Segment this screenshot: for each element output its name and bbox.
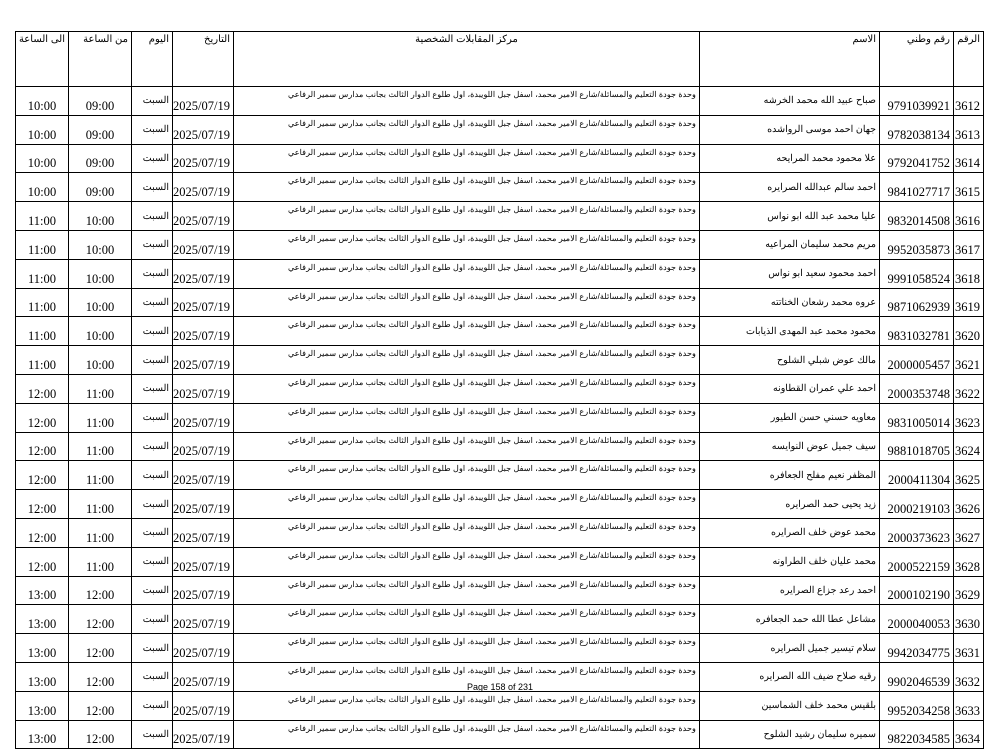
cell-name: احمد سالم عبدالله الصرايره <box>700 173 880 202</box>
cell-from: 09:00 <box>69 173 132 202</box>
cell-name: سلام تيسير جميل الصرايره <box>700 634 880 663</box>
cell-national-id: 9822034585 <box>880 720 954 749</box>
table-row <box>16 259 984 288</box>
cell-day: السبت <box>132 576 173 605</box>
cell-to: 13:00 <box>16 605 69 634</box>
cell-from: 11:00 <box>69 547 132 576</box>
table-row <box>16 720 984 749</box>
cell-from: 10:00 <box>69 202 132 231</box>
cell-center: وحدة جودة التعليم والمسائلة/شارع الامير محمد، اسفل جبل اللويبدة، اول طلوع الدوار الثالث بجانب مدارس سمير الرفاعي <box>234 230 700 259</box>
cell-national-id: 9791039921 <box>880 87 954 116</box>
table-row <box>16 173 984 202</box>
cell-from: 12:00 <box>69 605 132 634</box>
cell-no: 3632 <box>954 662 984 691</box>
cell-date: 2025/07/19 <box>173 115 234 144</box>
cell-day: السبت <box>132 374 173 403</box>
cell-center: وحدة جودة التعليم والمسائلة/شارع الامير محمد، اسفل جبل اللويبدة، اول طلوع الدوار الثالث بجانب مدارس سمير الرفاعي <box>234 662 700 691</box>
cell-to: 12:00 <box>16 547 69 576</box>
cell-from: 11:00 <box>69 403 132 432</box>
cell-from: 11:00 <box>69 461 132 490</box>
cell-name: مريم محمد سليمان المراعيه <box>700 230 880 259</box>
cell-day: السبت <box>132 518 173 547</box>
cell-center: وحدة جودة التعليم والمسائلة/شارع الامير محمد، اسفل جبل اللويبدة، اول طلوع الدوار الثالث بجانب مدارس سمير الرفاعي <box>234 634 700 663</box>
cell-to: 10:00 <box>16 173 69 202</box>
cell-from: 10:00 <box>69 317 132 346</box>
cell-national-id: 9831005014 <box>880 403 954 432</box>
cell-to: 13:00 <box>16 634 69 663</box>
cell-name: علا محمود محمد المرايحه <box>700 144 880 173</box>
cell-from: 09:00 <box>69 87 132 116</box>
table-row <box>16 634 984 663</box>
cell-date: 2025/07/19 <box>173 288 234 317</box>
cell-no: 3622 <box>954 374 984 403</box>
cell-to: 12:00 <box>16 374 69 403</box>
cell-no: 3623 <box>954 403 984 432</box>
cell-day: السبت <box>132 662 173 691</box>
cell-national-id: 2000219103 <box>880 490 954 519</box>
cell-center: وحدة جودة التعليم والمسائلة/شارع الامير محمد، اسفل جبل اللويبدة، اول طلوع الدوار الثالث بجانب مدارس سمير الرفاعي <box>234 144 700 173</box>
cell-date: 2025/07/19 <box>173 576 234 605</box>
cell-national-id: 2000102190 <box>880 576 954 605</box>
cell-to: 11:00 <box>16 346 69 375</box>
cell-date: 2025/07/19 <box>173 230 234 259</box>
cell-name: محمد عوض خلف الصرايره <box>700 518 880 547</box>
cell-center: وحدة جودة التعليم والمسائلة/شارع الامير محمد، اسفل جبل اللويبدة، اول طلوع الدوار الثالث بجانب مدارس سمير الرفاعي <box>234 461 700 490</box>
cell-national-id: 9881018705 <box>880 432 954 461</box>
cell-to: 11:00 <box>16 259 69 288</box>
cell-no: 3621 <box>954 346 984 375</box>
cell-national-id: 2000522159 <box>880 547 954 576</box>
cell-name: احمد رعد جزاع الصرايره <box>700 576 880 605</box>
cell-from: 11:00 <box>69 374 132 403</box>
cell-no: 3616 <box>954 202 984 231</box>
cell-day: السبت <box>132 144 173 173</box>
cell-national-id: 9991058524 <box>880 259 954 288</box>
cell-to: 10:00 <box>16 115 69 144</box>
cell-center: وحدة جودة التعليم والمسائلة/شارع الامير محمد، اسفل جبل اللويبدة، اول طلوع الدوار الثالث بجانب مدارس سمير الرفاعي <box>234 403 700 432</box>
cell-no: 3625 <box>954 461 984 490</box>
cell-day: السبت <box>132 87 173 116</box>
cell-date: 2025/07/19 <box>173 547 234 576</box>
cell-from: 12:00 <box>69 720 132 749</box>
interview-schedule-sheet <box>16 31 984 749</box>
cell-to: 12:00 <box>16 432 69 461</box>
cell-name: احمد محمود سعيد ابو نواس <box>700 259 880 288</box>
cell-date: 2025/07/19 <box>173 202 234 231</box>
cell-from: 11:00 <box>69 432 132 461</box>
cell-national-id: 2000411304 <box>880 461 954 490</box>
cell-no: 3613 <box>954 115 984 144</box>
cell-to: 12:00 <box>16 518 69 547</box>
cell-center: وحدة جودة التعليم والمسائلة/شارع الامير محمد، اسفل جبل اللويبدة، اول طلوع الدوار الثالث بجانب مدارس سمير الرفاعي <box>234 605 700 634</box>
cell-day: السبت <box>132 634 173 663</box>
cell-from: 10:00 <box>69 230 132 259</box>
cell-no: 3633 <box>954 691 984 720</box>
cell-name: عليا محمد عبد الله ابو نواس <box>700 202 880 231</box>
cell-from: 12:00 <box>69 576 132 605</box>
cell-date: 2025/07/19 <box>173 518 234 547</box>
cell-national-id: 9782038134 <box>880 115 954 144</box>
cell-to: 13:00 <box>16 576 69 605</box>
cell-center: وحدة جودة التعليم والمسائلة/شارع الامير محمد، اسفل جبل اللويبدة، اول طلوع الدوار الثالث بجانب مدارس سمير الرفاعي <box>234 374 700 403</box>
cell-from: 12:00 <box>69 662 132 691</box>
cell-date: 2025/07/19 <box>173 634 234 663</box>
cell-no: 3614 <box>954 144 984 173</box>
cell-from: 10:00 <box>69 288 132 317</box>
cell-day: السبت <box>132 346 173 375</box>
cell-date: 2025/07/19 <box>173 662 234 691</box>
cell-day: السبت <box>132 317 173 346</box>
cell-name: مالك عوض شبلي الشلوح <box>700 346 880 375</box>
cell-national-id: 9831032781 <box>880 317 954 346</box>
cell-name: زيد يحيى حمد الصرايره <box>700 490 880 519</box>
cell-national-id: 2000040053 <box>880 605 954 634</box>
cell-name: محمود محمد عبد المهدى الذيابات <box>700 317 880 346</box>
cell-to: 11:00 <box>16 202 69 231</box>
cell-center: وحدة جودة التعليم والمسائلة/شارع الامير محمد، اسفل جبل اللويبدة، اول طلوع الدوار الثالث بجانب مدارس سمير الرفاعي <box>234 691 700 720</box>
cell-name: سميره سليمان رشيد الشلوح <box>700 720 880 749</box>
cell-national-id: 9952035873 <box>880 230 954 259</box>
cell-no: 3627 <box>954 518 984 547</box>
cell-no: 3624 <box>954 432 984 461</box>
cell-national-id: 9841027717 <box>880 173 954 202</box>
cell-from: 12:00 <box>69 634 132 663</box>
cell-day: السبت <box>132 403 173 432</box>
cell-from: 10:00 <box>69 346 132 375</box>
table-body <box>16 87 984 749</box>
page-footer: Page 158 of 231 <box>466 682 534 692</box>
table-row <box>16 518 984 547</box>
cell-national-id: 9902046539 <box>880 662 954 691</box>
cell-name: عروه محمد رشعان الخناتته <box>700 288 880 317</box>
cell-no: 3617 <box>954 230 984 259</box>
cell-to: 10:00 <box>16 87 69 116</box>
cell-day: السبت <box>132 432 173 461</box>
table-row <box>16 115 984 144</box>
cell-national-id: 9792041752 <box>880 144 954 173</box>
cell-date: 2025/07/19 <box>173 87 234 116</box>
header-no: الرقم <box>954 32 984 87</box>
header-national-id: رقم وطني <box>880 32 954 87</box>
header-name: الاسم <box>700 32 880 87</box>
table-row <box>16 461 984 490</box>
cell-from: 09:00 <box>69 115 132 144</box>
cell-national-id: 9942034775 <box>880 634 954 663</box>
cell-date: 2025/07/19 <box>173 490 234 519</box>
header-to: الى الساعة <box>16 32 69 87</box>
header-day: اليوم <box>132 32 173 87</box>
cell-no: 3630 <box>954 605 984 634</box>
table-row <box>16 87 984 116</box>
cell-day: السبت <box>132 490 173 519</box>
cell-name: سيف جميل عوض النوايسه <box>700 432 880 461</box>
cell-center: وحدة جودة التعليم والمسائلة/شارع الامير محمد، اسفل جبل اللويبدة، اول طلوع الدوار الثالث بجانب مدارس سمير الرفاعي <box>234 259 700 288</box>
cell-center: وحدة جودة التعليم والمسائلة/شارع الامير محمد، اسفل جبل اللويبدة، اول طلوع الدوار الثالث بجانب مدارس سمير الرفاعي <box>234 288 700 317</box>
cell-name: بلقيس محمد خلف الشماسين <box>700 691 880 720</box>
cell-to: 12:00 <box>16 490 69 519</box>
cell-national-id: 9871062939 <box>880 288 954 317</box>
cell-date: 2025/07/19 <box>173 461 234 490</box>
table-row <box>16 144 984 173</box>
cell-center: وحدة جودة التعليم والمسائلة/شارع الامير محمد، اسفل جبل اللويبدة، اول طلوع الدوار الثالث بجانب مدارس سمير الرفاعي <box>234 432 700 461</box>
cell-date: 2025/07/19 <box>173 144 234 173</box>
schedule-table <box>15 31 984 749</box>
cell-center: وحدة جودة التعليم والمسائلة/شارع الامير محمد، اسفل جبل اللويبدة، اول طلوع الدوار الثالث بجانب مدارس سمير الرفاعي <box>234 576 700 605</box>
cell-to: 13:00 <box>16 691 69 720</box>
cell-no: 3628 <box>954 547 984 576</box>
cell-from: 10:00 <box>69 259 132 288</box>
cell-national-id: 2000353748 <box>880 374 954 403</box>
table-row <box>16 202 984 231</box>
cell-date: 2025/07/19 <box>173 720 234 749</box>
table-row <box>16 230 984 259</box>
cell-day: السبت <box>132 547 173 576</box>
cell-to: 13:00 <box>16 720 69 749</box>
cell-national-id: 9832014508 <box>880 202 954 231</box>
cell-name: احمد علي عمران القطاونه <box>700 374 880 403</box>
cell-to: 10:00 <box>16 144 69 173</box>
cell-date: 2025/07/19 <box>173 403 234 432</box>
header-date: التاريخ <box>173 32 234 87</box>
cell-to: 11:00 <box>16 317 69 346</box>
table-row <box>16 605 984 634</box>
cell-no: 3634 <box>954 720 984 749</box>
cell-no: 3626 <box>954 490 984 519</box>
header-from: من الساعة <box>69 32 132 87</box>
cell-day: السبت <box>132 230 173 259</box>
table-row <box>16 691 984 720</box>
cell-center: وحدة جودة التعليم والمسائلة/شارع الامير محمد، اسفل جبل اللويبدة، اول طلوع الدوار الثالث بجانب مدارس سمير الرفاعي <box>234 518 700 547</box>
cell-to: 12:00 <box>16 461 69 490</box>
cell-center: وحدة جودة التعليم والمسائلة/شارع الامير محمد، اسفل جبل اللويبدة، اول طلوع الدوار الثالث بجانب مدارس سمير الرفاعي <box>234 115 700 144</box>
cell-day: السبت <box>132 461 173 490</box>
cell-to: 11:00 <box>16 288 69 317</box>
cell-center: وحدة جودة التعليم والمسائلة/شارع الامير محمد، اسفل جبل اللويبدة، اول طلوع الدوار الثالث بجانب مدارس سمير الرفاعي <box>234 346 700 375</box>
cell-center: وحدة جودة التعليم والمسائلة/شارع الامير محمد، اسفل جبل اللويبدة، اول طلوع الدوار الثالث بجانب مدارس سمير الرفاعي <box>234 547 700 576</box>
cell-center: وحدة جودة التعليم والمسائلة/شارع الامير محمد، اسفل جبل اللويبدة، اول طلوع الدوار الثالث بجانب مدارس سمير الرفاعي <box>234 490 700 519</box>
cell-name: مشاعل عطا الله حمد الجعافره <box>700 605 880 634</box>
cell-date: 2025/07/19 <box>173 173 234 202</box>
cell-no: 3619 <box>954 288 984 317</box>
cell-name: صباح عبيد الله محمد الخرشه <box>700 87 880 116</box>
table-row <box>16 432 984 461</box>
cell-date: 2025/07/19 <box>173 691 234 720</box>
table-row <box>16 288 984 317</box>
cell-national-id: 2000005457 <box>880 346 954 375</box>
table-row <box>16 403 984 432</box>
table-row <box>16 346 984 375</box>
table-row <box>16 576 984 605</box>
cell-name: رقيه صلاح ضيف الله الصرايره <box>700 662 880 691</box>
cell-from: 11:00 <box>69 518 132 547</box>
cell-no: 3618 <box>954 259 984 288</box>
cell-date: 2025/07/19 <box>173 317 234 346</box>
cell-name: جهان احمد موسى الرواشده <box>700 115 880 144</box>
cell-date: 2025/07/19 <box>173 259 234 288</box>
cell-no: 3615 <box>954 173 984 202</box>
cell-name: محمد عليان خلف الطراونه <box>700 547 880 576</box>
cell-day: السبت <box>132 259 173 288</box>
cell-day: السبت <box>132 173 173 202</box>
cell-no: 3631 <box>954 634 984 663</box>
table-row <box>16 490 984 519</box>
cell-day: السبت <box>132 202 173 231</box>
cell-no: 3620 <box>954 317 984 346</box>
header-row <box>16 32 984 87</box>
cell-date: 2025/07/19 <box>173 374 234 403</box>
cell-center: وحدة جودة التعليم والمسائلة/شارع الامير محمد، اسفل جبل اللويبدة، اول طلوع الدوار الثالث بجانب مدارس سمير الرفاعي <box>234 87 700 116</box>
cell-date: 2025/07/19 <box>173 605 234 634</box>
cell-center: وحدة جودة التعليم والمسائلة/شارع الامير محمد، اسفل جبل اللويبدة، اول طلوع الدوار الثالث بجانب مدارس سمير الرفاعي <box>234 720 700 749</box>
cell-national-id: 2000373623 <box>880 518 954 547</box>
cell-to: 13:00 <box>16 662 69 691</box>
cell-day: السبت <box>132 720 173 749</box>
cell-center: وحدة جودة التعليم والمسائلة/شارع الامير محمد، اسفل جبل اللويبدة، اول طلوع الدوار الثالث بجانب مدارس سمير الرفاعي <box>234 173 700 202</box>
table-row <box>16 317 984 346</box>
cell-center: وحدة جودة التعليم والمسائلة/شارع الامير محمد، اسفل جبل اللويبدة، اول طلوع الدوار الثالث بجانب مدارس سمير الرفاعي <box>234 202 700 231</box>
cell-to: 12:00 <box>16 403 69 432</box>
cell-no: 3629 <box>954 576 984 605</box>
cell-from: 09:00 <box>69 144 132 173</box>
header-center: مركز المقابلات الشخصية <box>234 32 700 87</box>
cell-day: السبت <box>132 605 173 634</box>
cell-date: 2025/07/19 <box>173 432 234 461</box>
cell-name: المظفر نعيم مفلح الجعافره <box>700 461 880 490</box>
table-row <box>16 374 984 403</box>
cell-date: 2025/07/19 <box>173 346 234 375</box>
table-row <box>16 547 984 576</box>
cell-national-id: 9952034258 <box>880 691 954 720</box>
cell-day: السبت <box>132 115 173 144</box>
cell-center: وحدة جودة التعليم والمسائلة/شارع الامير محمد، اسفل جبل اللويبدة، اول طلوع الدوار الثالث بجانب مدارس سمير الرفاعي <box>234 317 700 346</box>
cell-name: معاويه حسني حسن الطيور <box>700 403 880 432</box>
cell-to: 11:00 <box>16 230 69 259</box>
cell-no: 3612 <box>954 87 984 116</box>
cell-from: 12:00 <box>69 691 132 720</box>
cell-day: السبت <box>132 691 173 720</box>
cell-from: 11:00 <box>69 490 132 519</box>
cell-day: السبت <box>132 288 173 317</box>
